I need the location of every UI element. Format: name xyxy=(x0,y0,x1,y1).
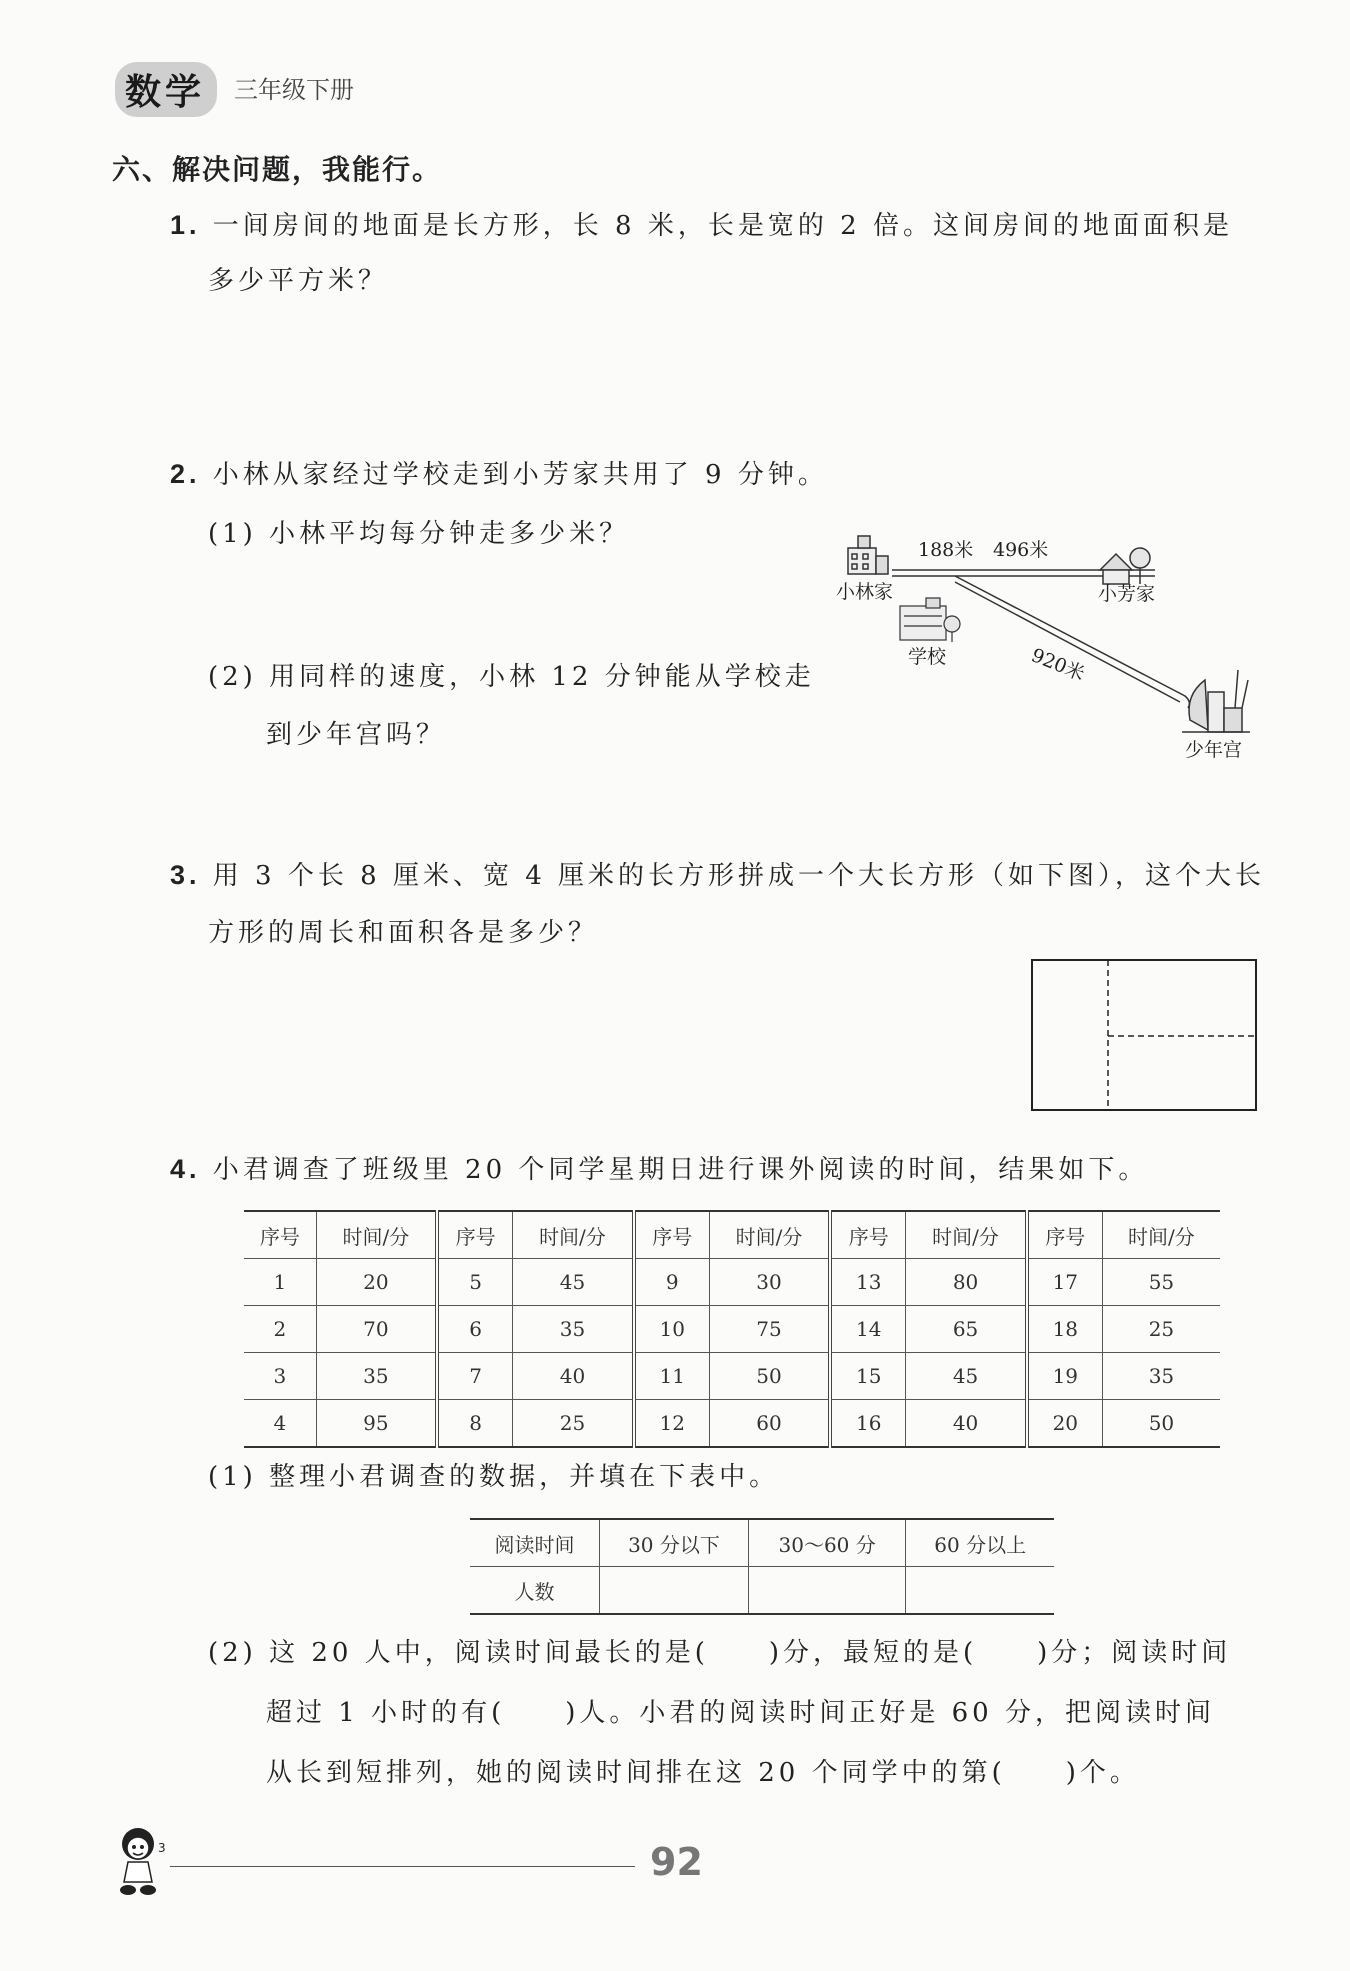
cell: 5 xyxy=(437,1259,513,1306)
col-header-no: 序号 xyxy=(1027,1211,1103,1259)
cell: 20 xyxy=(316,1259,437,1306)
summary-header: 30 分以下 xyxy=(600,1519,749,1567)
cell: 14 xyxy=(830,1306,906,1353)
cell: 75 xyxy=(709,1306,830,1353)
col-header-time: 时间/分 xyxy=(906,1211,1027,1259)
question-text: 用 3 个长 8 厘米、宽 4 厘米的长方形拼成一个大长方形（如下图），这个大长 xyxy=(212,861,1266,891)
question-4-sub1: (1) 整理小君调查的数据，并填在下表中。 xyxy=(208,1462,780,1492)
label-fang: 小芳家 xyxy=(1098,583,1156,605)
cell: 25 xyxy=(513,1400,634,1448)
summary-header: 阅读时间 xyxy=(470,1519,600,1567)
col-header-time: 时间/分 xyxy=(1102,1211,1220,1259)
cell: 35 xyxy=(513,1306,634,1353)
question-1 xyxy=(170,196,1233,255)
table-header-row xyxy=(470,1519,1054,1567)
cell: 9 xyxy=(634,1259,710,1306)
question-number: 1. xyxy=(170,210,201,240)
cell: 35 xyxy=(1102,1353,1220,1400)
cell: 18 xyxy=(1027,1306,1103,1353)
question-4 xyxy=(170,1140,1148,1199)
cell: 35 xyxy=(316,1353,437,1400)
question-text: 小林从家经过学校走到小芳家共用了 9 分钟。 xyxy=(212,460,828,490)
cell: 65 xyxy=(906,1306,1027,1353)
question-4-sub2: (2) 这 20 人中，阅读时间最长的是( )分，最短的是( )分；阅读时间 xyxy=(208,1638,1232,1668)
cell: 1 xyxy=(244,1259,316,1306)
question-2-sub1: (1) 小林平均每分钟走多少米？ xyxy=(208,519,630,549)
cell: 70 xyxy=(316,1306,437,1353)
footer-line xyxy=(170,1866,635,1867)
question-4-sub2-line3: 从长到短排列，她的阅读时间排在这 20 个同学中的第( )个。 xyxy=(266,1758,1140,1788)
cell: 11 xyxy=(634,1353,710,1400)
school-building-icon xyxy=(900,598,960,642)
distance-school-fang: 496米 xyxy=(993,539,1049,561)
question-text: 一间房间的地面是长方形，长 8 米，长是宽的 2 倍。这间房间的地面面积是 xyxy=(212,211,1233,241)
rectangle-figure xyxy=(1030,958,1262,1114)
cell: 13 xyxy=(830,1259,906,1306)
cell: 95 xyxy=(316,1400,437,1448)
summary-table xyxy=(470,1518,1054,1615)
col-header-no: 序号 xyxy=(634,1211,710,1259)
col-header-no: 序号 xyxy=(830,1211,906,1259)
page-number: 92 xyxy=(650,1840,703,1884)
cell: 10 xyxy=(634,1306,710,1353)
answer-cell[interactable] xyxy=(748,1567,905,1615)
question-3 xyxy=(170,846,1265,905)
table-row xyxy=(244,1259,1220,1306)
cell: 55 xyxy=(1102,1259,1220,1306)
distance-home-school: 188米 xyxy=(918,539,974,561)
reading-time-table xyxy=(244,1210,1220,1448)
cell: 4 xyxy=(273,1411,287,1435)
grade-label: 三年级下册 xyxy=(234,76,354,104)
summary-header: 60 分以上 xyxy=(906,1519,1054,1567)
question-number: 2. xyxy=(170,459,201,489)
table-row xyxy=(470,1567,1054,1615)
answer-cell[interactable] xyxy=(600,1567,749,1615)
cell: 17 xyxy=(1027,1259,1103,1306)
col-header-time: 时间/分 xyxy=(513,1211,634,1259)
cell: 20 xyxy=(1027,1400,1103,1448)
cell: 60 xyxy=(709,1400,830,1448)
cell: 8 xyxy=(437,1400,513,1448)
cell: 3 xyxy=(244,1353,316,1400)
cell: 45 xyxy=(513,1259,634,1306)
cell: 15 xyxy=(830,1353,906,1400)
svg-text:3: 3 xyxy=(158,1841,166,1855)
summary-row-label: 人数 xyxy=(514,1579,555,1604)
question-3-line2: 方形的周长和面积各是多少？ xyxy=(208,918,599,948)
table-row xyxy=(244,1400,1220,1448)
mascot-icon xyxy=(108,1820,174,1900)
col-header-time: 时间/分 xyxy=(709,1211,830,1259)
cell: 50 xyxy=(709,1353,830,1400)
cell: 19 xyxy=(1027,1353,1103,1400)
cell: 2 xyxy=(244,1306,316,1353)
col-header-no: 序号 xyxy=(244,1211,316,1259)
fang-house-icon xyxy=(1100,548,1150,584)
question-2-sub2: (2) 用同样的速度，小林 12 分钟能从学校走 xyxy=(208,662,815,692)
cell: 12 xyxy=(634,1400,710,1448)
cell: 40 xyxy=(906,1400,1027,1448)
cell: 50 xyxy=(1102,1400,1220,1448)
route-map xyxy=(830,520,1270,770)
cell: 80 xyxy=(906,1259,1027,1306)
table-row xyxy=(244,1353,1220,1400)
question-1-line2: 多少平方米？ xyxy=(208,266,389,296)
question-text: 小君调查了班级里 20 个同学星期日进行课外阅读的时间，结果如下。 xyxy=(212,1155,1149,1185)
cell: 16 xyxy=(830,1400,906,1448)
question-2 xyxy=(170,445,828,504)
cell: 40 xyxy=(513,1353,634,1400)
label-school: 学校 xyxy=(908,646,947,668)
distance-school-palace: 920米 xyxy=(1028,644,1088,686)
col-header-no: 序号 xyxy=(437,1211,513,1259)
section-title: 六、解决问题，我能行。 xyxy=(112,153,443,186)
cell: 6 xyxy=(437,1306,513,1353)
label-palace: 少年宫 xyxy=(1185,739,1243,761)
question-4-sub2-line2: 超过 1 小时的有( )人。小君的阅读时间正好是 60 分，把阅读时间 xyxy=(266,1698,1215,1728)
cell: 25 xyxy=(1102,1306,1220,1353)
question-number: 3. xyxy=(170,860,201,890)
question-number: 4. xyxy=(170,1154,201,1184)
label-home: 小林家 xyxy=(836,581,894,603)
home-building-icon xyxy=(848,536,888,574)
summary-header: 30～60 分 xyxy=(748,1519,905,1567)
subject-title: 数学 xyxy=(115,62,217,117)
cell: 45 xyxy=(906,1353,1027,1400)
cell: 7 xyxy=(437,1353,513,1400)
question-2-sub2-line2: 到少年宫吗？ xyxy=(266,720,447,750)
table-header-row xyxy=(244,1211,1220,1259)
cell: 30 xyxy=(709,1259,830,1306)
youth-palace-icon xyxy=(1182,670,1250,732)
col-header-time: 时间/分 xyxy=(316,1211,437,1259)
table-row xyxy=(244,1306,1220,1353)
answer-cell[interactable] xyxy=(906,1567,1054,1615)
